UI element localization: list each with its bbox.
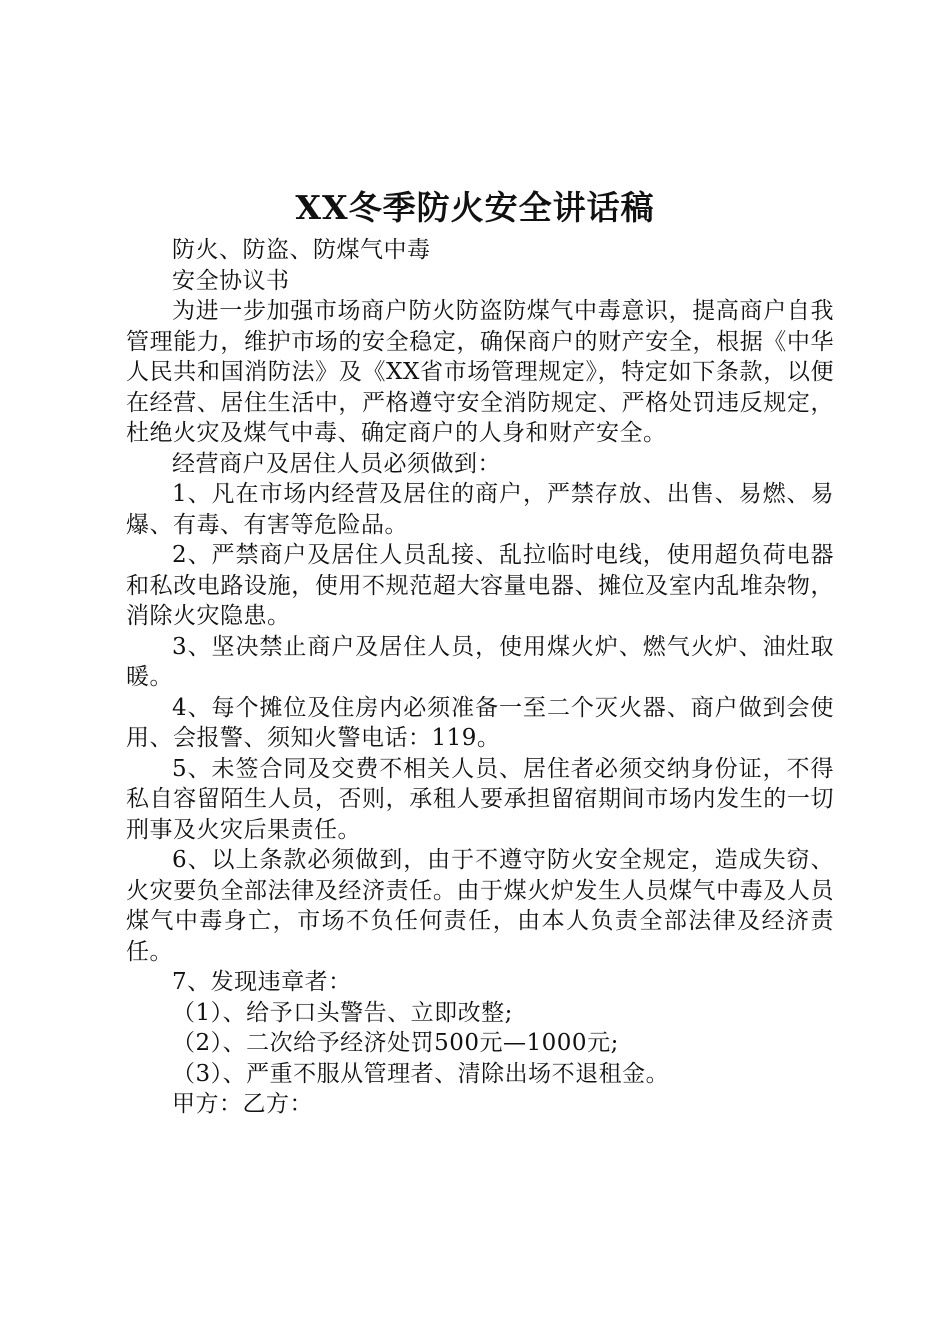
signature-line: 甲方：乙方： [172, 1091, 313, 1117]
clause-7: 7、发现违章者： [172, 969, 352, 995]
clause-1: 1、凡在市场内经营及居住的商户，严禁存放、出售、易燃、易爆、有毒、有害等危险品。 [126, 481, 834, 538]
clause-4: 4、每个摊位及住房内必须准备一至二个灭火器、商户做到会使用、会报警、须知火警电话：119。 [126, 694, 834, 751]
penalty-3: （3）、严重不服从管理者、清除出场不退租金。 [172, 1060, 670, 1087]
intro-paragraph: 为进一步加强市场商户防火防盗防煤气中毒意识，提高商户自我管理能力，维护市场的安全稳定，确保商户的财产安全，根据《中华人民共和国消防法》及《XX省市场管理规定》，特定如下条款，以便在经营、居住生活中，严格遵守安全消防规定、严格处罚违反规定，杜绝火灾及煤气中毒、确定商户的人身和财产安全。 [126, 298, 834, 446]
heading-line-2: 安全协议书 [172, 267, 290, 294]
penalty-2: （2）、二次给予经济处罚500元—1000元; [172, 1030, 619, 1056]
document-body [126, 235, 834, 1120]
clause-5: 5、未签合同及交费不相关人员、居住者必须交纳身份证，不得私自容留陌生人员，否则，承租人要承担留宿期间市场内发生的一切刑事及火灾后果责任。 [126, 755, 834, 843]
clause-6: 6、以上条款必须做到，由于不遵守防火安全规定，造成失窃、火灾要负全部法律及经济责任。由于煤火炉发生人员煤气中毒及人员煤气中毒身亡，市场不负任何责任，由本人负责全部法律及经济责任。 [126, 847, 834, 965]
clause-3: 3、坚决禁止商户及居住人员，使用煤火炉、燃气火炉、油灶取暖。 [126, 633, 834, 690]
heading-line-1: 防火、防盗、防煤气中毒 [172, 237, 431, 263]
penalty-1: （1）、给予口头警告、立即改整; [172, 999, 513, 1026]
document-title: XX冬季防火安全讲话稿 [295, 188, 655, 227]
requirements-heading: 经营商户及居住人员必须做到： [172, 450, 501, 477]
clause-2: 2、严禁商户及居住人员乱接、乱拉临时电线，使用超负荷电器和私改电路设施，使用不规范超大容量电器、摊位及室内乱堆杂物，消除火灾隐患。 [126, 542, 834, 629]
